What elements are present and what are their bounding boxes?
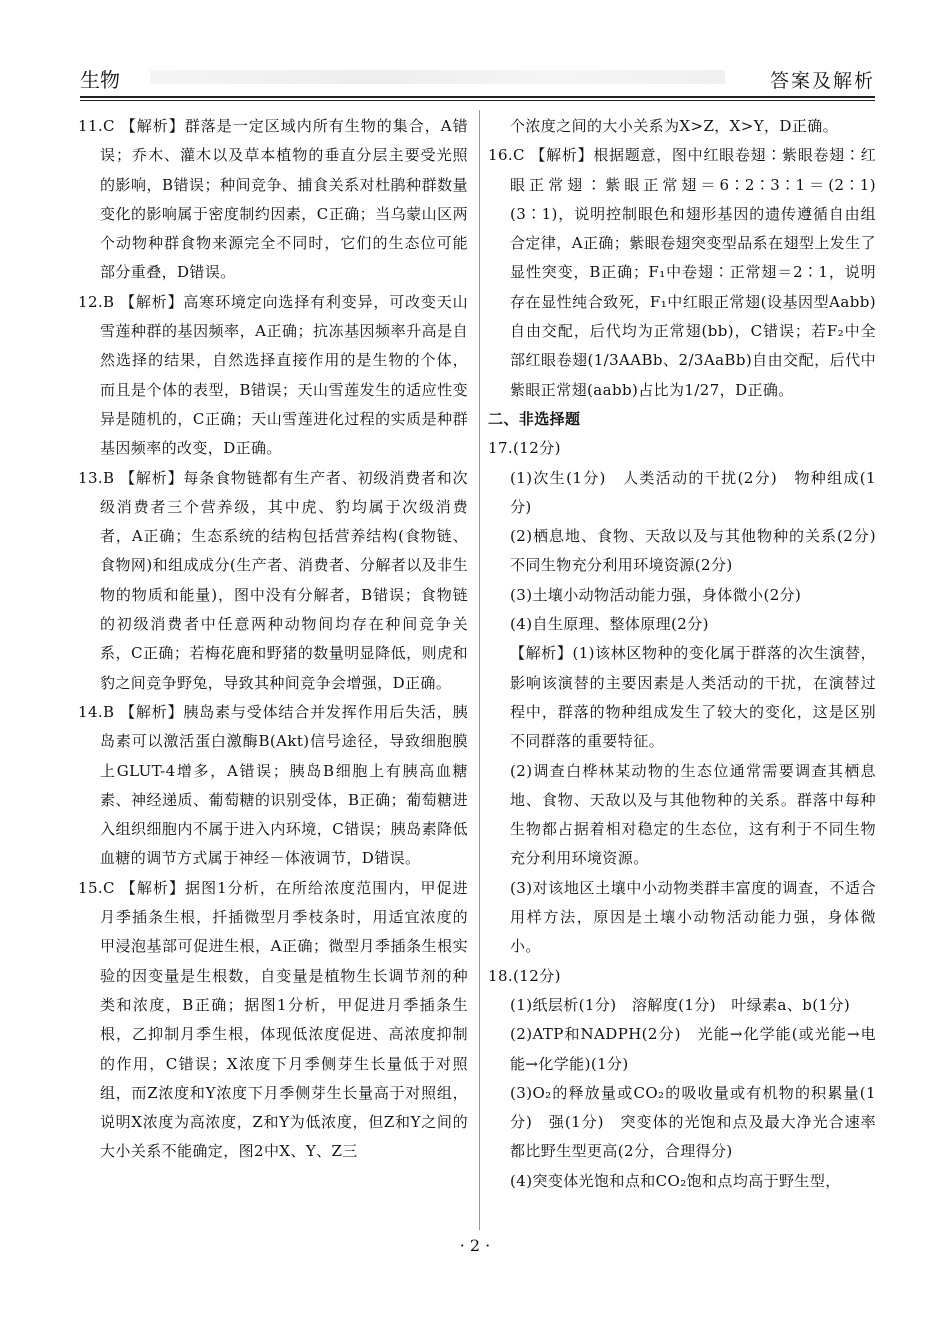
- page-header: [80, 58, 875, 94]
- answer-15: 15.C 【解析】据图1分析，在所给浓度范围内，甲促进月季插条生根，扦插微型月季枝条时，用适宜浓度的甲浸泡基部可促进生根，A正确；微型月季插条生根实验的因变量是生根数，自变量是植物生长调节剂的种类和浓度，B正确；据图1分析，甲促进月季插条生根，乙抑制月季生根，体现低浓度促进、高浓度抑制的作用，C错误；X浓度下月季侧芽生长量低于对照组，而Z浓度和Y浓度下月季侧芽生长量高于对照组，说明X浓度为高浓度，Z和Y为低浓度，但Z和Y之间的大小关系不能确定，图2中X、Y、Z三: [78, 878, 468, 1161]
- question-18-heading: 18.(12分): [488, 966, 561, 985]
- q17-answer-4: (4)自生原理、整体原理(2分): [510, 615, 709, 634]
- q17-analysis-3: (3)对该地区土壤中小动物类群丰富度的调查，不适合用样方法，原因是土壤小动物活动能力强，身体微小。: [510, 878, 876, 956]
- answer-13: 13.B 【解析】每条食物链都有生产者、初级消费者和次级消费者三个营养级，其中虎、豹均属于次级消费者，A正确；生态系统的结构包括营养结构(食物链、食物网)和组成成分(生产者、消费者、分解者以及非生物的物质和能量)，图中没有分解者，B错误；食物链的初级消费者中任意两种动物间均存在种间竞争关系，C正确；若梅花鹿和野猪的数量明显降低，则虎和豹之间竞争野兔，导致其种间竞争会增强，D正确。: [78, 468, 468, 692]
- header-rule-thick: [80, 96, 875, 98]
- q18-answer-4: (4)突变体光饱和点和CO₂饱和点均高于野生型，: [510, 1171, 841, 1190]
- answer-12: 12.B 【解析】高寒环境定向选择有利变异，可改变天山雪莲种群的基因频率，A正确；抗冻基因频率升高是自然选择的结果，自然选择直接作用的是生物的个体，而且是个体的表型，B错误；天山雪莲发生的适应性变异是随机的，C正确；天山雪莲进化过程的实质是种群基因频率的改变，D正确。: [78, 292, 468, 458]
- header-blurred-banner: [150, 70, 725, 84]
- left-column: [78, 112, 468, 1167]
- header-section-title: 答案及解析: [769, 70, 875, 92]
- question-17-heading: 17.(12分): [488, 439, 561, 458]
- q17-analysis-2: (2)调查白桦林某动物的生态位通常需要调查其栖息地、食物、天敌以及与其他物种的关系。群落中每种生物都占据着相对稳定的生态位，这有利于不同生物充分利用环境资源。: [510, 761, 876, 868]
- q18-answer-3: (3)O₂的释放量或CO₂的吸收量或有机物的积累量(1分) 强(1分) 突变体的光饱和点及最大净光合速率都比野生型更高(2分，合理得分): [510, 1083, 876, 1161]
- answer-14: 14.B 【解析】胰岛素与受体结合并发挥作用后失活，胰岛素可以激活蛋白激酶B(Akt)信号途径，导致细胞膜上GLUT-4增多，A错误；胰岛B细胞上有胰高血糖素、神经递质、葡萄糖的识别受体，B正确；葡萄糖进入组织细胞内不属于进入内环境，C错误；胰岛素降低血糖的调节方式属于神经－体液调节，D错误。: [78, 702, 468, 868]
- q17-analysis-1: 【解析】(1)该林区物种的变化属于群落的次生演替，影响该演替的主要因素是人类活动的干扰，在演替过程中，群落的物种组成发生了较大的变化，这是区别不同群落的重要特征。: [510, 644, 876, 751]
- section-title: 二、非选择题: [488, 409, 581, 428]
- q17-answer-2: (2)栖息地、食物、天敌以及与其他物种的关系(2分) 不同生物充分利用环境资源(2分): [510, 527, 892, 575]
- answer-15-continuation: 个浓度之间的大小关系为X>Z，X>Y，D正确。: [510, 117, 839, 135]
- q17-answer-1: (1)次生(1分) 人类活动的干扰(2分) 物种组成(1分): [510, 468, 876, 516]
- q18-answer-2: (2)ATP和NADPH(2分) 光能→化学能(或光能→电能→化学能)(1分): [510, 1025, 876, 1073]
- right-column: [488, 112, 892, 1196]
- column-divider: [479, 110, 480, 1230]
- q17-answer-3: (3)土壤小动物活动能力强，身体微小(2分): [510, 585, 802, 604]
- answer-11: 11.C 【解析】群落是一定区域内所有生物的集合，A错误；乔木、灌木以及草本植物的垂直分层主要受光照的影响，B错误；种间竞争、捕食关系对杜鹃种群数量变化的影响属于密度制约因素，C正确；当乌蒙山区两个动物种群食物来源完全不同时，它们的生态位可能部分重叠，D错误。: [78, 117, 468, 282]
- answer-16: 16.C 【解析】根据题意，图中红眼卷翅∶紫眼卷翅∶红眼正常翅∶紫眼正常翅＝6∶2∶3∶1＝(2∶1)(3∶1)，说明控制眼色和翅形基因的遗传遵循自由组合定律，A正确；紫眼卷翅突变型品系在翅型上发生了显性突变，B正确；F₁中卷翅∶正常翅＝2∶1，说明存在显性纯合致死，F₁中红眼正常翅(设基因型Aabb)自由交配，后代均为正常翅(bb)，C错误；若F₂中全部红眼卷翅(1/3AABb、2/3AaBb)自由交配，后代中紫眼正常翅(aabb)占比为1/27，D正确。: [488, 146, 876, 399]
- header-subject: 生物: [80, 68, 120, 92]
- q18-answer-1: (1)纸层析(1分) 溶解度(1分) 叶绿素a、b(1分): [510, 995, 851, 1014]
- header-rule-thin: [80, 100, 875, 101]
- page-number: · 2 ·: [459, 1236, 491, 1255]
